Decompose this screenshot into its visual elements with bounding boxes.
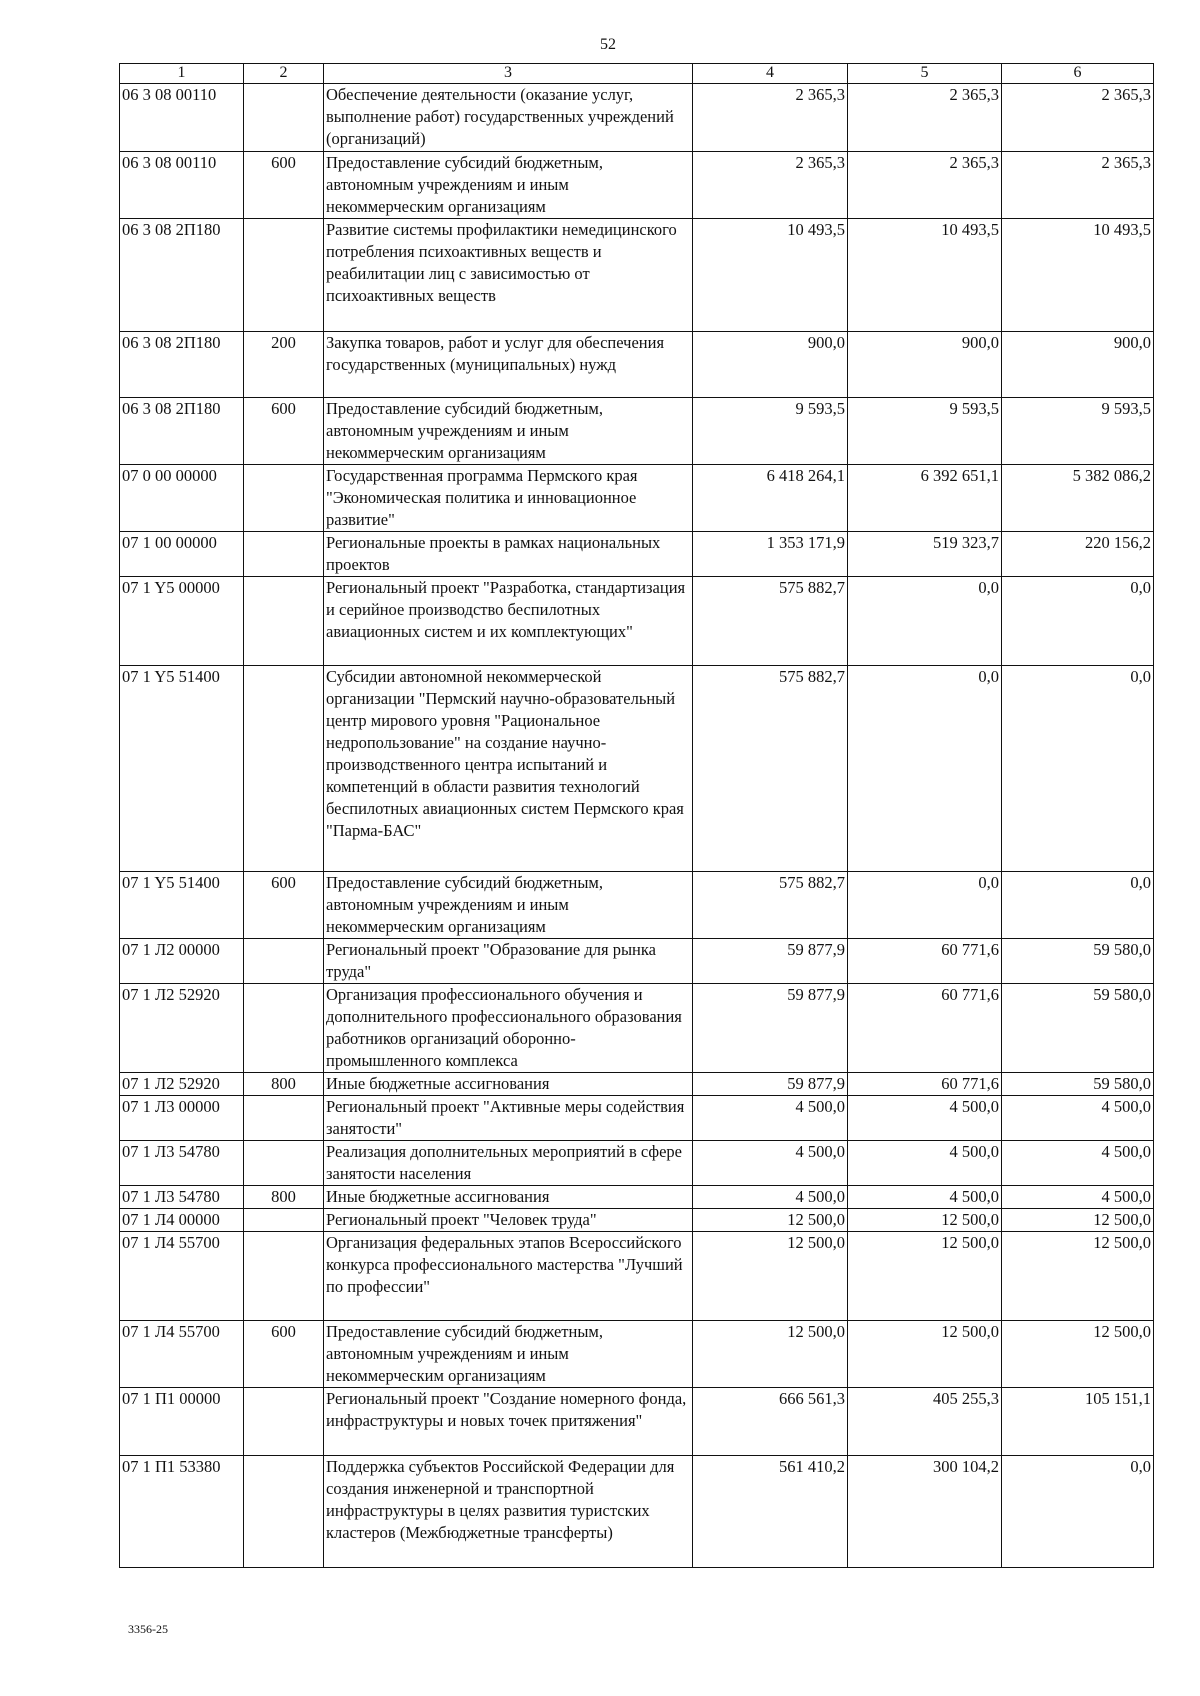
row-name: Региональный проект "Образование для рынка труда" xyxy=(324,939,693,984)
row-expense-type xyxy=(244,84,324,152)
table-row xyxy=(120,1209,1154,1232)
row-value-col5: 2 365,3 xyxy=(848,152,1002,219)
row-value-col4: 4 500,0 xyxy=(693,1096,848,1141)
row-value-col4: 575 882,7 xyxy=(693,577,848,666)
row-code: 07 1 Л4 00000 xyxy=(120,1209,244,1232)
row-code: 06 3 08 00110 xyxy=(120,152,244,219)
row-expense-type xyxy=(244,577,324,666)
table-row xyxy=(120,577,1154,666)
row-value-col5: 519 323,7 xyxy=(848,532,1002,577)
row-value-col5: 10 493,5 xyxy=(848,219,1002,332)
row-value-col4: 6 418 264,1 xyxy=(693,465,848,532)
row-name: Развитие системы профилактики немедицинского потребления психоактивных веществ и реабилитации лиц с зависимостью от психоактивных веществ xyxy=(324,219,693,332)
header-col-6: 6 xyxy=(1002,64,1154,84)
row-expense-type: 800 xyxy=(244,1073,324,1096)
row-value-col5: 4 500,0 xyxy=(848,1186,1002,1209)
row-value-col6: 59 580,0 xyxy=(1002,1073,1154,1096)
row-expense-type xyxy=(244,219,324,332)
row-name: Предоставление субсидий бюджетным, автономным учреждениям и иным некоммерческим организациям xyxy=(324,152,693,219)
row-expense-type: 800 xyxy=(244,1186,324,1209)
row-name: Региональный проект "Человек труда" xyxy=(324,1209,693,1232)
table-row xyxy=(120,1321,1154,1388)
row-name: Организация профессионального обучения и дополнительного профессионального образования работников организаций оборонно-промышленного комплекса xyxy=(324,984,693,1073)
row-code: 07 1 Л3 00000 xyxy=(120,1096,244,1141)
row-value-col5: 300 104,2 xyxy=(848,1456,1002,1568)
row-value-col5: 9 593,5 xyxy=(848,398,1002,465)
row-value-col5: 0,0 xyxy=(848,577,1002,666)
row-value-col6: 4 500,0 xyxy=(1002,1141,1154,1186)
row-value-col6: 4 500,0 xyxy=(1002,1096,1154,1141)
row-code: 07 1 Л2 52920 xyxy=(120,984,244,1073)
row-value-col6: 220 156,2 xyxy=(1002,532,1154,577)
row-value-col6: 10 493,5 xyxy=(1002,219,1154,332)
row-expense-type xyxy=(244,1456,324,1568)
row-name: Предоставление субсидий бюджетным, автономным учреждениям и иным некоммерческим организациям xyxy=(324,398,693,465)
row-code: 07 1 П1 53380 xyxy=(120,1456,244,1568)
document-code: 3356-25 xyxy=(128,1622,168,1636)
row-name: Субсидии автономной некоммерческой организации "Пермский научно-образовательный центр мирового уровня "Рациональное недропользование" на создание научно-производственного центра испытаний и компетенций в области развития технологий беспилотных авиационных систем Пермского края "Парма-БАС" xyxy=(324,666,693,872)
row-value-col5: 0,0 xyxy=(848,872,1002,939)
row-name: Региональный проект "Разработка, стандартизация и серийное производство беспилотных авиационных систем и их комплектующих" xyxy=(324,577,693,666)
row-value-col4: 12 500,0 xyxy=(693,1321,848,1388)
row-code: 07 1 Л3 54780 xyxy=(120,1141,244,1186)
row-value-col5: 60 771,6 xyxy=(848,939,1002,984)
row-expense-type xyxy=(244,1209,324,1232)
row-value-col4: 2 365,3 xyxy=(693,84,848,152)
row-value-col6: 12 500,0 xyxy=(1002,1232,1154,1321)
table-row xyxy=(120,332,1154,398)
row-value-col4: 561 410,2 xyxy=(693,1456,848,1568)
row-expense-type xyxy=(244,532,324,577)
table-row xyxy=(120,532,1154,577)
table-row xyxy=(120,84,1154,152)
row-value-col5: 4 500,0 xyxy=(848,1096,1002,1141)
row-value-col6: 0,0 xyxy=(1002,872,1154,939)
row-value-col4: 1 353 171,9 xyxy=(693,532,848,577)
row-expense-type xyxy=(244,1096,324,1141)
header-col-3: 3 xyxy=(324,64,693,84)
row-value-col5: 4 500,0 xyxy=(848,1141,1002,1186)
row-value-col4: 59 877,9 xyxy=(693,984,848,1073)
row-expense-type xyxy=(244,1232,324,1321)
row-value-col5: 12 500,0 xyxy=(848,1232,1002,1321)
row-name: Реализация дополнительных мероприятий в сфере занятости населения xyxy=(324,1141,693,1186)
header-col-1: 1 xyxy=(120,64,244,84)
row-value-col6: 9 593,5 xyxy=(1002,398,1154,465)
row-value-col6: 0,0 xyxy=(1002,666,1154,872)
table-row xyxy=(120,398,1154,465)
row-value-col6: 0,0 xyxy=(1002,1456,1154,1568)
row-code: 07 1 Л4 55700 xyxy=(120,1321,244,1388)
row-code: 07 1 Л3 54780 xyxy=(120,1186,244,1209)
row-value-col6: 59 580,0 xyxy=(1002,984,1154,1073)
row-value-col4: 575 882,7 xyxy=(693,666,848,872)
row-value-col4: 12 500,0 xyxy=(693,1209,848,1232)
row-code: 07 1 Л4 55700 xyxy=(120,1232,244,1321)
row-value-col5: 6 392 651,1 xyxy=(848,465,1002,532)
row-value-col5: 900,0 xyxy=(848,332,1002,398)
row-value-col4: 575 882,7 xyxy=(693,872,848,939)
table-row xyxy=(120,1073,1154,1096)
row-value-col4: 4 500,0 xyxy=(693,1186,848,1209)
row-expense-type xyxy=(244,1141,324,1186)
row-name: Предоставление субсидий бюджетным, автономным учреждениям и иным некоммерческим организациям xyxy=(324,1321,693,1388)
table-row xyxy=(120,984,1154,1073)
table-row xyxy=(120,1096,1154,1141)
row-expense-type: 200 xyxy=(244,332,324,398)
row-value-col5: 0,0 xyxy=(848,666,1002,872)
budget-table xyxy=(119,63,1154,1568)
row-expense-type xyxy=(244,465,324,532)
table-row xyxy=(120,939,1154,984)
header-col-4: 4 xyxy=(693,64,848,84)
row-name: Иные бюджетные ассигнования xyxy=(324,1073,693,1096)
page-number: 52 xyxy=(600,36,616,53)
row-value-col4: 59 877,9 xyxy=(693,939,848,984)
row-name: Региональные проекты в рамках национальных проектов xyxy=(324,532,693,577)
table-row xyxy=(120,219,1154,332)
table-row xyxy=(120,465,1154,532)
row-name: Поддержка субъектов Российской Федерации для создания инженерной и транспортной инфраструктуры в целях развития туристских кластеров (Межбюджетные трансферты) xyxy=(324,1456,693,1568)
table-row xyxy=(120,1141,1154,1186)
table-row xyxy=(120,1232,1154,1321)
row-code: 07 1 Y5 51400 xyxy=(120,666,244,872)
header-col-5: 5 xyxy=(848,64,1002,84)
row-expense-type xyxy=(244,666,324,872)
row-value-col6: 900,0 xyxy=(1002,332,1154,398)
row-expense-type: 600 xyxy=(244,872,324,939)
row-expense-type xyxy=(244,984,324,1073)
row-code: 06 3 08 2П180 xyxy=(120,219,244,332)
row-code: 06 3 08 2П180 xyxy=(120,332,244,398)
row-code: 07 1 Л2 52920 xyxy=(120,1073,244,1096)
row-value-col5: 60 771,6 xyxy=(848,1073,1002,1096)
table-row xyxy=(120,872,1154,939)
header-row xyxy=(120,64,1154,84)
row-value-col4: 10 493,5 xyxy=(693,219,848,332)
row-value-col4: 900,0 xyxy=(693,332,848,398)
row-code: 07 1 Y5 51400 xyxy=(120,872,244,939)
row-value-col5: 12 500,0 xyxy=(848,1209,1002,1232)
row-value-col5: 405 255,3 xyxy=(848,1388,1002,1456)
row-name: Закупка товаров, работ и услуг для обеспечения государственных (муниципальных) нужд xyxy=(324,332,693,398)
row-value-col4: 4 500,0 xyxy=(693,1141,848,1186)
row-value-col6: 0,0 xyxy=(1002,577,1154,666)
row-code: 06 3 08 00110 xyxy=(120,84,244,152)
row-value-col6: 105 151,1 xyxy=(1002,1388,1154,1456)
row-value-col4: 12 500,0 xyxy=(693,1232,848,1321)
row-value-col6: 59 580,0 xyxy=(1002,939,1154,984)
row-name: Предоставление субсидий бюджетным, автономным учреждениям и иным некоммерческим организациям xyxy=(324,872,693,939)
row-expense-type xyxy=(244,1388,324,1456)
row-code: 07 1 П1 00000 xyxy=(120,1388,244,1456)
header-col-2: 2 xyxy=(244,64,324,84)
row-name: Обеспечение деятельности (оказание услуг, выполнение работ) государственных учреждений (организаций) xyxy=(324,84,693,152)
row-name: Иные бюджетные ассигнования xyxy=(324,1186,693,1209)
table-row xyxy=(120,152,1154,219)
table-row xyxy=(120,1388,1154,1456)
row-value-col4: 666 561,3 xyxy=(693,1388,848,1456)
row-expense-type xyxy=(244,939,324,984)
table-row xyxy=(120,1186,1154,1209)
table-row xyxy=(120,1456,1154,1568)
row-name: Организация федеральных этапов Всероссийского конкурса профессионального мастерства "Лучший по профессии" xyxy=(324,1232,693,1321)
row-code: 06 3 08 2П180 xyxy=(120,398,244,465)
row-name: Государственная программа Пермского края "Экономическая политика и инновационное развитие" xyxy=(324,465,693,532)
row-code: 07 1 Л2 00000 xyxy=(120,939,244,984)
row-value-col5: 12 500,0 xyxy=(848,1321,1002,1388)
row-value-col6: 4 500,0 xyxy=(1002,1186,1154,1209)
row-value-col6: 2 365,3 xyxy=(1002,152,1154,219)
row-expense-type: 600 xyxy=(244,1321,324,1388)
row-value-col5: 60 771,6 xyxy=(848,984,1002,1073)
row-expense-type: 600 xyxy=(244,398,324,465)
row-value-col4: 9 593,5 xyxy=(693,398,848,465)
row-name: Региональный проект "Создание номерного фонда, инфраструктуры и новых точек притяжения" xyxy=(324,1388,693,1456)
row-code: 07 1 Y5 00000 xyxy=(120,577,244,666)
row-expense-type: 600 xyxy=(244,152,324,219)
table-row xyxy=(120,666,1154,872)
row-value-col6: 12 500,0 xyxy=(1002,1209,1154,1232)
row-value-col4: 59 877,9 xyxy=(693,1073,848,1096)
row-value-col6: 2 365,3 xyxy=(1002,84,1154,152)
row-code: 07 1 00 00000 xyxy=(120,532,244,577)
row-code: 07 0 00 00000 xyxy=(120,465,244,532)
row-value-col4: 2 365,3 xyxy=(693,152,848,219)
row-value-col5: 2 365,3 xyxy=(848,84,1002,152)
row-value-col6: 5 382 086,2 xyxy=(1002,465,1154,532)
row-value-col6: 12 500,0 xyxy=(1002,1321,1154,1388)
row-name: Региональный проект "Активные меры содействия занятости" xyxy=(324,1096,693,1141)
